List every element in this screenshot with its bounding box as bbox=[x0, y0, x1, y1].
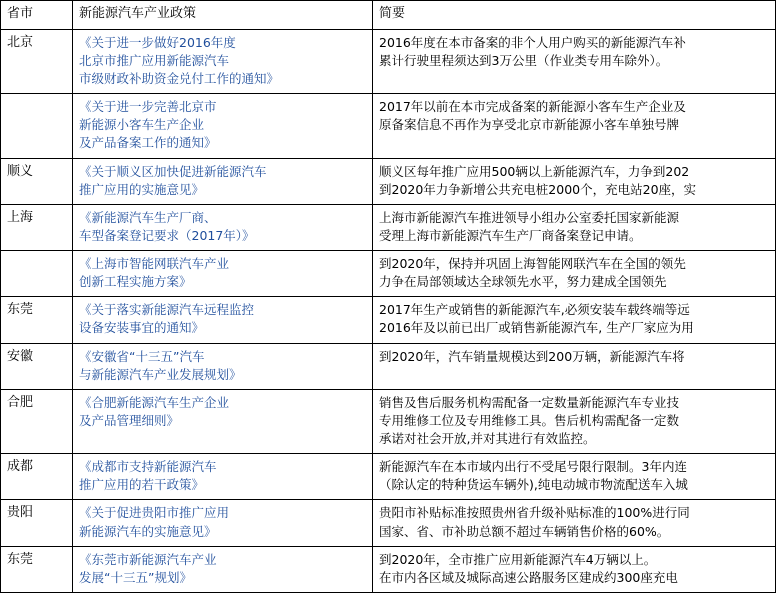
cell-policy-title[interactable] bbox=[73, 389, 373, 453]
summary-line: 到2020年，保持并巩固上海智能网联汽车在全国的领先 bbox=[379, 256, 686, 272]
cell-province: 成都 bbox=[1, 454, 73, 500]
summary-line: 2016年及以前已出厂或销售新能源汽车, 生产厂家应为用 bbox=[379, 320, 694, 336]
summary-line: 在市内各区域及城际高速公路服务区建成约300座充电 bbox=[379, 569, 678, 585]
cell-policy-title[interactable] bbox=[73, 546, 373, 592]
policy-title-line: 新能源汽车的实施意见》 bbox=[79, 523, 217, 539]
summary-line: 累计行驶里程须达到3万公里（作业类专用车除外）。 bbox=[379, 52, 669, 68]
summary-line: 2017年以前在本市完成备案的新能源小客车生产企业及 bbox=[379, 99, 686, 115]
summary-line: 销售及售后服务机构需配备一定数量新能源汽车专业技 bbox=[379, 394, 680, 410]
cell-policy-title[interactable] bbox=[73, 158, 373, 204]
summary-line: （除认定的特种货运车辆外),纯电动城市物流配送车入城 bbox=[379, 477, 688, 493]
policy-title-line: 市级财政补助资金兑付工作的通知》 bbox=[79, 71, 280, 87]
table-row bbox=[1, 158, 776, 204]
cell-policy-title[interactable] bbox=[73, 29, 373, 93]
summary-line: 力争在局部领域达全球领先水平，努力建成全国领先 bbox=[379, 274, 667, 290]
table-row bbox=[1, 29, 776, 93]
policy-title-line: 《关于促进贵阳市推广应用 bbox=[79, 505, 230, 521]
policy-title-line: 新能源小客车生产企业 bbox=[79, 117, 205, 133]
policy-title-line: 《上海市智能网联汽车产业 bbox=[79, 256, 230, 272]
cell-policy-title[interactable] bbox=[73, 94, 373, 158]
policy-title-line: 创新工程实施方案》 bbox=[79, 274, 192, 290]
cell-policy-title[interactable] bbox=[73, 500, 373, 546]
cell-summary bbox=[373, 297, 776, 343]
policy-title-line: 与新能源汽车产业发展规划》 bbox=[79, 366, 242, 382]
cell-policy-title[interactable] bbox=[73, 343, 373, 389]
table-body bbox=[1, 29, 776, 592]
cell-summary bbox=[373, 454, 776, 500]
policy-title-line: 发展“十三五”规划》 bbox=[79, 569, 192, 585]
policy-title-line: 《关于顺义区加快促进新能源汽车 bbox=[79, 163, 267, 179]
summary-line: 承诺对社会开放,并对其进行有效监控。 bbox=[379, 431, 596, 447]
summary-line: 到2020年，汽车销量规模达到200万辆，新能源汽车将 bbox=[379, 348, 685, 364]
cell-summary bbox=[373, 158, 776, 204]
table-row bbox=[1, 500, 776, 546]
cell-summary bbox=[373, 204, 776, 250]
summary-line: 新能源汽车在本市域内出行不受尾号限行限制。3年内连 bbox=[379, 459, 687, 475]
cell-summary bbox=[373, 500, 776, 546]
summary-line: 贵阳市补贴标准按照贵州省升级补贴标准的100%进行同 bbox=[379, 505, 690, 521]
cell-summary bbox=[373, 343, 776, 389]
cell-province: 北京 bbox=[1, 29, 73, 93]
column-header-province: 省市 bbox=[1, 1, 73, 30]
policy-title-line: 设备安装事宜的通知》 bbox=[79, 320, 205, 336]
cell-summary bbox=[373, 251, 776, 297]
cell-province: 安徽 bbox=[1, 343, 73, 389]
cell-province bbox=[1, 94, 73, 158]
column-header-summary: 简要 bbox=[373, 1, 776, 30]
cell-policy-title[interactable] bbox=[73, 204, 373, 250]
summary-line: 原备案信息不再作为享受北京市新能源小客车单独号牌 bbox=[379, 117, 680, 133]
policy-title-line: 《合肥新能源汽车生产企业 bbox=[79, 394, 230, 410]
cell-province: 合肥 bbox=[1, 389, 73, 453]
cell-province: 上海 bbox=[1, 204, 73, 250]
cell-summary bbox=[373, 94, 776, 158]
table-row bbox=[1, 546, 776, 592]
policy-title-line: 及产品管理细则》 bbox=[79, 412, 180, 428]
policy-title-line: 《成都市支持新能源汽车 bbox=[79, 459, 217, 475]
policy-title-line: 《关于进一步完善北京市 bbox=[79, 99, 217, 115]
table-header-row bbox=[1, 1, 776, 30]
summary-line: 到2020年，全市推广应用新能源汽车4万辆以上。 bbox=[379, 551, 657, 567]
table-header bbox=[1, 1, 776, 30]
policy-title-line: 推广应用的若干政策》 bbox=[79, 477, 205, 493]
table-row bbox=[1, 454, 776, 500]
table-row bbox=[1, 297, 776, 343]
cell-summary bbox=[373, 546, 776, 592]
table-row bbox=[1, 94, 776, 158]
cell-province bbox=[1, 251, 73, 297]
table-row bbox=[1, 251, 776, 297]
policy-title-line: 《安徽省“十三五”汽车 bbox=[79, 348, 205, 364]
summary-line: 2016年度在本市备案的非个人用户购买的新能源汽车补 bbox=[379, 34, 686, 50]
policy-title-line: 推广应用的实施意见》 bbox=[79, 181, 205, 197]
policy-title-line: 《新能源汽车生产厂商、 bbox=[79, 209, 217, 225]
summary-line: 上海市新能源汽车推进领导小组办公室委托国家新能源 bbox=[379, 209, 680, 225]
table-row bbox=[1, 343, 776, 389]
summary-line: 到2020年力争新增公共充电桩2000个，充电站20座，实 bbox=[379, 181, 697, 197]
cell-summary bbox=[373, 389, 776, 453]
summary-line: 专用维修工位及专用维修工具。售后机构需配备一定数 bbox=[379, 412, 680, 428]
cell-province: 东莞 bbox=[1, 546, 73, 592]
cell-policy-title[interactable] bbox=[73, 297, 373, 343]
cell-summary bbox=[373, 29, 776, 93]
table-row bbox=[1, 389, 776, 453]
cell-province: 贵阳 bbox=[1, 500, 73, 546]
cell-province: 东莞 bbox=[1, 297, 73, 343]
policy-title-line: 及产品备案工作的通知》 bbox=[79, 135, 217, 151]
cell-policy-title[interactable] bbox=[73, 251, 373, 297]
summary-line: 顺义区每年推广应用500辆以上新能源汽车，力争到202 bbox=[379, 163, 690, 179]
policy-title-line: 车型备案登记要求（2017年）》 bbox=[79, 227, 255, 243]
table-row bbox=[1, 204, 776, 250]
policy-title-line: 《关于进一步做好2016年度 bbox=[79, 34, 236, 50]
cell-policy-title[interactable] bbox=[73, 454, 373, 500]
policy-title-line: 《关于落实新能源汽车远程监控 bbox=[79, 302, 255, 318]
summary-line: 2017年生产或销售的新能源汽车,必须安装车载终端等远 bbox=[379, 302, 690, 318]
summary-line: 国家、省、市补助总额不超过车辆销售价格的60%。 bbox=[379, 523, 670, 539]
policy-title-line: 北京市推广应用新能源汽车 bbox=[79, 52, 230, 68]
summary-line: 受理上海市新能源汽车生产厂商备案登记申请。 bbox=[379, 227, 642, 243]
policy-title-line: 《东莞市新能源汽车产业 bbox=[79, 551, 217, 567]
cell-province: 顺义 bbox=[1, 158, 73, 204]
column-header-policy: 新能源汽车产业政策 bbox=[73, 1, 373, 30]
